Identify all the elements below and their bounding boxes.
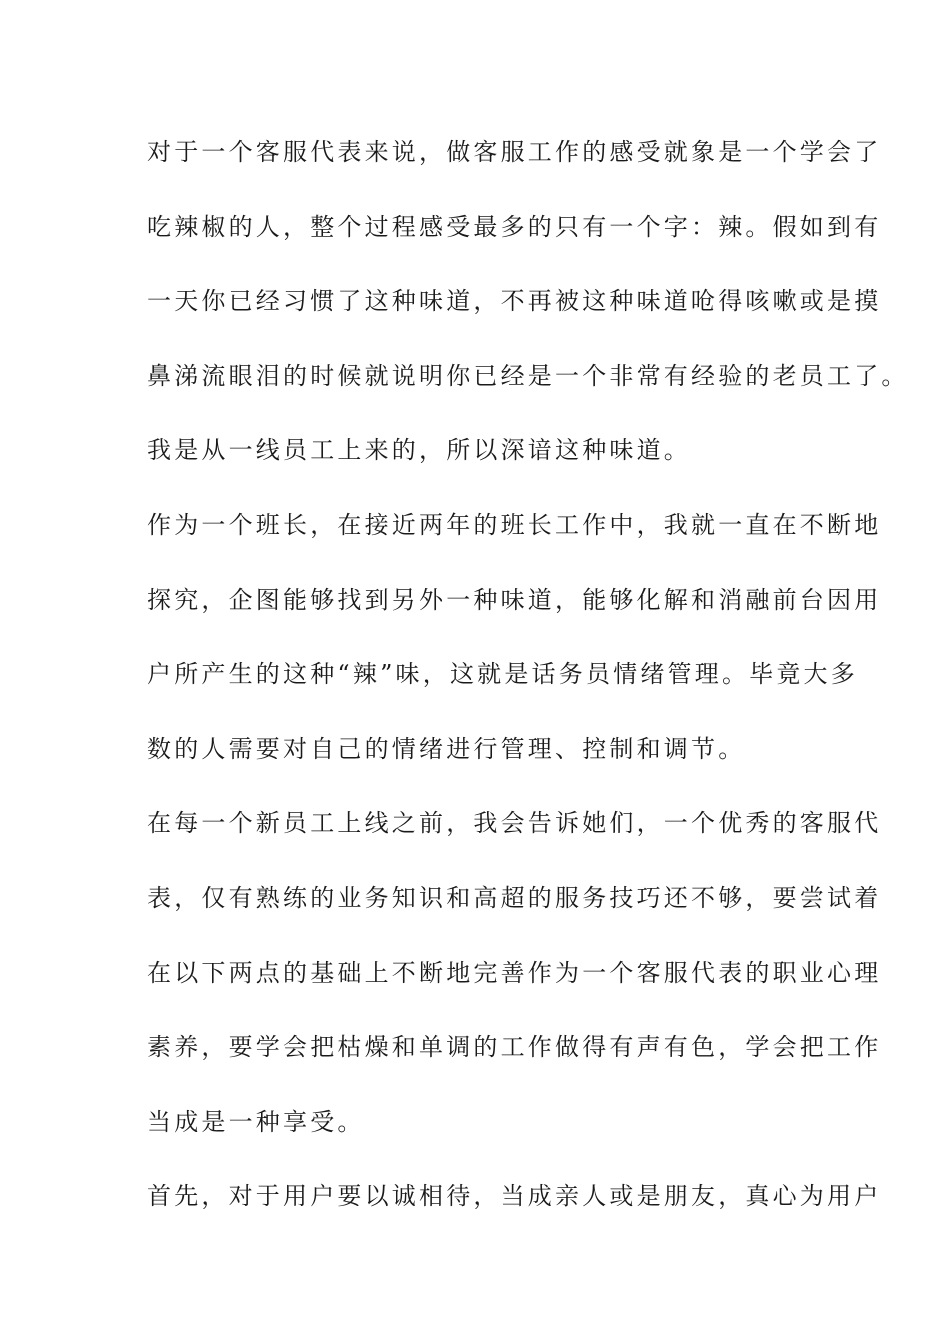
text-line-12: 在以下两点的基础上不断地完善作为一个客服代表的职业心理 [147,959,882,987]
text-line-8: 户所产生的这种“辣”味，这就是话务员情绪管理。毕竟大多 [147,660,858,688]
text-line-5: 我是从一线员工上来的，所以深谙这种味道。 [147,436,691,464]
text-line-14: 当成是一种享受。 [147,1108,365,1136]
text-line-1: 对于一个客服代表来说，做客服工作的感受就象是一个学会了 [147,138,882,166]
text-line-11: 表，仅有熟练的业务知识和高超的服务技巧还不够，要尝试着 [147,884,882,912]
text-line-3: 一天你已经习惯了这种味道，不再被这种味道呛得咳嗽或是摸 [147,287,882,315]
text-line-9: 数的人需要对自己的情绪进行管理、控制和调节。 [147,735,746,763]
text-line-6: 作为一个班长，在接近两年的班长工作中，我就一直在不断地 [147,511,882,539]
text-line-13: 素养，要学会把枯燥和单调的工作做得有声有色，学会把工作 [147,1033,882,1061]
text-line-7: 探究，企图能够找到另外一种味道，能够化解和消融前台因用 [147,586,882,614]
text-line-15: 首先，对于用户要以诚相待，当成亲人或是朋友，真心为用户 [147,1182,882,1210]
text-line-10: 在每一个新员工上线之前，我会告诉她们，一个优秀的客服代 [147,809,882,837]
text-line-4: 鼻涕流眼泪的时候就说明你已经是一个非常有经验的老员工了。 [147,362,909,390]
text-line-2: 吃辣椒的人，整个过程感受最多的只有一个字：辣。假如到有 [147,213,882,241]
